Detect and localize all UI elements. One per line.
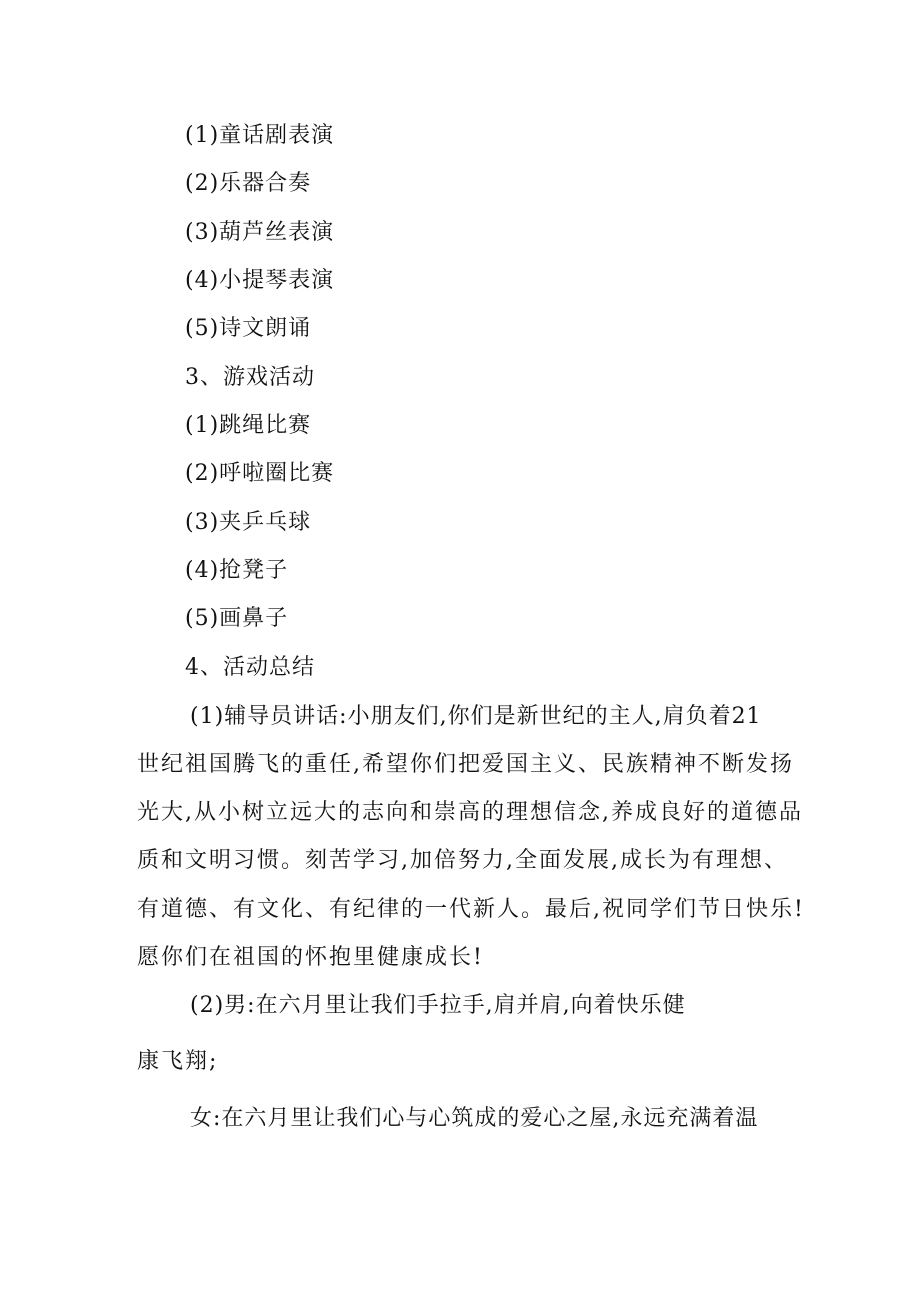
list-item-instrument-ensemble: (2)乐器合奏 xyxy=(185,171,312,196)
paragraph-line: 世纪祖国腾飞的重任,希望你们把爱国主义、民族精神不断发扬 xyxy=(137,752,794,777)
section-heading-games: 3、游戏活动 xyxy=(185,365,315,390)
paragraph-line: 康飞翔; xyxy=(137,1049,219,1074)
paragraph-line: 光大,从小树立远大的志向和崇高的理想信念,养成良好的道德品 xyxy=(137,800,803,825)
section-heading-summary: 4、活动总结 xyxy=(185,655,315,680)
list-item-violin: (4)小提琴表演 xyxy=(185,268,335,293)
list-item-poetry-recital: (5)诗文朗诵 xyxy=(185,316,312,341)
paragraph-line: 有道德、有文化、有纪律的一代新人。最后,祝同学们节日快乐! xyxy=(137,897,805,922)
list-item-hula-hoop: (2)呼啦圈比赛 xyxy=(185,461,335,486)
paragraph-line: 女:在六月里让我们心与心筑成的爱心之屋,永远充满着温 xyxy=(190,1106,759,1131)
list-item-fairy-tale-drama: (1)童话剧表演 xyxy=(185,123,335,148)
list-item-hulusi: (3)葫芦丝表演 xyxy=(185,220,335,245)
list-item-musical-chairs: (4)抢凳子 xyxy=(185,558,289,583)
list-item-jump-rope: (1)跳绳比赛 xyxy=(185,413,312,438)
list-item-ping-pong: (3)夹乒乓球 xyxy=(185,510,312,535)
list-item-draw-nose: (5)画鼻子 xyxy=(185,606,289,631)
paragraph-line: 质和文明习惯。刻苦学习,加倍努力,全面发展,成长为有理想、 xyxy=(137,848,788,873)
paragraph-line: (2)男:在六月里让我们手拉手,肩并肩,向着快乐健 xyxy=(190,993,686,1018)
paragraph-line: (1)辅导员讲话:小朋友们,你们是新世纪的主人,肩负着21 xyxy=(190,704,762,729)
paragraph-line: 愿你们在祖国的怀抱里健康成长! xyxy=(137,945,484,970)
